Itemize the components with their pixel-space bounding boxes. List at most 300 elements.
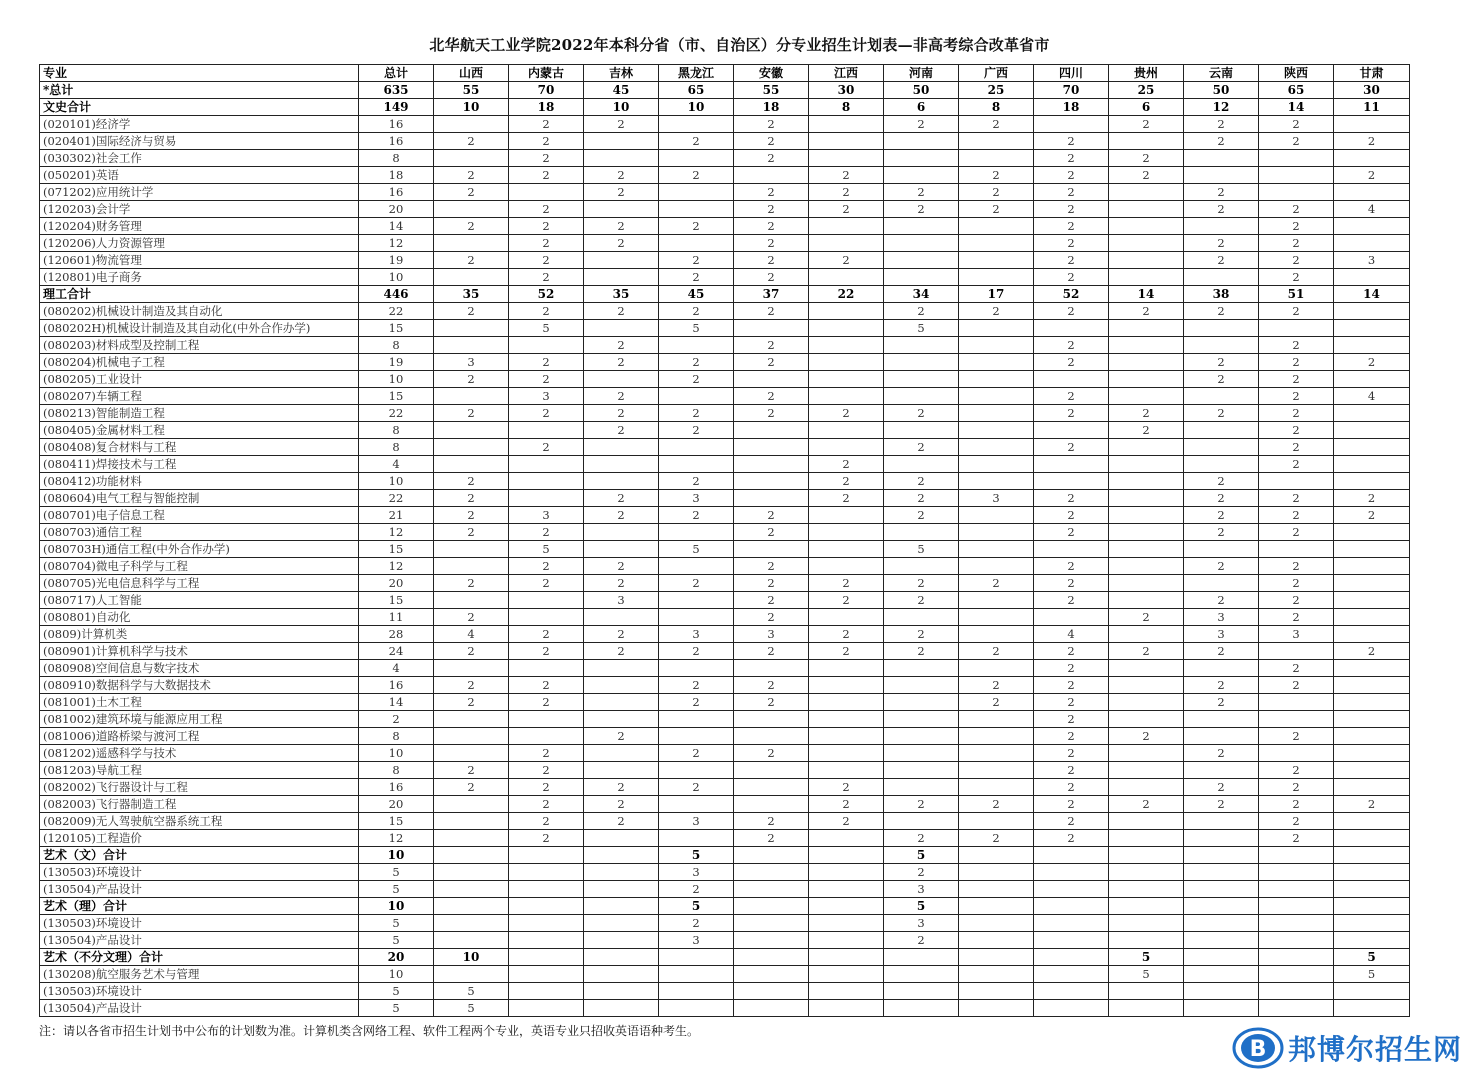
subtotal-row [40, 82, 1410, 99]
value-cell [1184, 1000, 1259, 1017]
value-cell [1334, 405, 1410, 422]
table-row [40, 1000, 1410, 1017]
value-cell: 10 [359, 269, 434, 286]
value-cell [1334, 745, 1410, 762]
value-cell [584, 966, 659, 983]
value-cell [1034, 898, 1109, 915]
value-cell [884, 983, 959, 1000]
value-cell: 2 [584, 235, 659, 252]
value-cell [509, 847, 584, 864]
table-row [40, 813, 1410, 830]
value-cell [1109, 983, 1184, 1000]
value-cell [959, 779, 1034, 796]
value-cell: 5 [359, 881, 434, 898]
value-cell: 12 [359, 558, 434, 575]
value-cell [734, 541, 809, 558]
value-cell: 3 [509, 507, 584, 524]
table-row [40, 201, 1410, 218]
value-cell: 2 [1184, 694, 1259, 711]
value-cell [509, 949, 584, 966]
row-label-cell: (080203)材料成型及控制工程 [40, 337, 359, 354]
value-cell: 37 [734, 286, 809, 303]
value-cell: 52 [509, 286, 584, 303]
value-cell: 22 [809, 286, 884, 303]
value-cell: 2 [734, 354, 809, 371]
row-label-cell: (080412)功能材料 [40, 473, 359, 490]
value-cell: 2 [1184, 507, 1259, 524]
value-cell: 2 [584, 626, 659, 643]
value-cell: 2 [659, 354, 734, 371]
value-cell: 2 [1259, 252, 1334, 269]
value-cell [1259, 898, 1334, 915]
value-cell: 吉林 [584, 65, 659, 82]
value-cell [959, 439, 1034, 456]
value-cell: 2 [584, 813, 659, 830]
value-cell [1109, 337, 1184, 354]
value-cell: 70 [1034, 82, 1109, 99]
value-cell: 2 [1034, 184, 1109, 201]
value-cell: 2 [434, 779, 509, 796]
value-cell: 17 [959, 286, 1034, 303]
value-cell: 江西 [809, 65, 884, 82]
value-cell: 2 [734, 201, 809, 218]
value-cell [1109, 898, 1184, 915]
value-cell [1034, 473, 1109, 490]
value-cell: 2 [1259, 830, 1334, 847]
value-cell [434, 660, 509, 677]
table-row [40, 541, 1410, 558]
value-cell [584, 269, 659, 286]
value-cell [1109, 711, 1184, 728]
value-cell: 35 [434, 286, 509, 303]
value-cell [434, 116, 509, 133]
value-cell: 15 [359, 592, 434, 609]
value-cell: 2 [359, 711, 434, 728]
value-cell [734, 779, 809, 796]
value-cell: 25 [1109, 82, 1184, 99]
value-cell: 10 [434, 949, 509, 966]
value-cell [1109, 558, 1184, 575]
value-cell: 3 [884, 915, 959, 932]
value-cell: 2 [1334, 507, 1410, 524]
value-cell [584, 745, 659, 762]
row-label-cell: (080213)智能制造工程 [40, 405, 359, 422]
value-cell: 12 [1184, 99, 1259, 116]
value-cell [1034, 983, 1109, 1000]
value-cell [734, 932, 809, 949]
value-cell [809, 218, 884, 235]
value-cell [584, 201, 659, 218]
value-cell: 2 [1109, 303, 1184, 320]
value-cell: 2 [659, 252, 734, 269]
value-cell: 2 [1259, 779, 1334, 796]
value-cell: 15 [359, 813, 434, 830]
value-cell [1184, 932, 1259, 949]
value-cell [1259, 949, 1334, 966]
value-cell: 2 [1034, 643, 1109, 660]
value-cell: 2 [434, 184, 509, 201]
value-cell: 2 [1184, 524, 1259, 541]
value-cell [1259, 915, 1334, 932]
value-cell: 2 [584, 167, 659, 184]
row-label-cell: (080205)工业设计 [40, 371, 359, 388]
value-cell: 2 [434, 609, 509, 626]
value-cell [884, 218, 959, 235]
value-cell: 四川 [1034, 65, 1109, 82]
row-label-cell: (080901)计算机科学与技术 [40, 643, 359, 660]
value-cell: 2 [584, 405, 659, 422]
value-cell: 8 [359, 762, 434, 779]
row-label-cell: (081006)道路桥梁与渡河工程 [40, 728, 359, 745]
value-cell [584, 881, 659, 898]
value-cell: 5 [359, 983, 434, 1000]
value-cell: 2 [1034, 235, 1109, 252]
value-cell [734, 966, 809, 983]
value-cell [1334, 983, 1410, 1000]
value-cell: 16 [359, 133, 434, 150]
value-cell: 635 [359, 82, 434, 99]
value-cell [659, 456, 734, 473]
row-label-cell: (080703)通信工程 [40, 524, 359, 541]
value-cell [959, 983, 1034, 1000]
row-label-cell: (080908)空间信息与数字技术 [40, 660, 359, 677]
value-cell [434, 439, 509, 456]
value-cell [734, 371, 809, 388]
value-cell: 50 [1184, 82, 1259, 99]
value-cell: 4 [1334, 388, 1410, 405]
value-cell [1184, 898, 1259, 915]
value-cell [659, 201, 734, 218]
value-cell: 2 [434, 405, 509, 422]
value-cell [1334, 830, 1410, 847]
value-cell [734, 1000, 809, 1017]
value-cell: 11 [1334, 99, 1410, 116]
value-cell [1109, 592, 1184, 609]
value-cell: 65 [1259, 82, 1334, 99]
value-cell [434, 898, 509, 915]
value-cell: 2 [734, 150, 809, 167]
row-label-cell: (030302)社会工作 [40, 150, 359, 167]
value-cell [1184, 320, 1259, 337]
value-cell [509, 932, 584, 949]
value-cell [659, 983, 734, 1000]
value-cell: 2 [1259, 354, 1334, 371]
value-cell: 4 [1334, 201, 1410, 218]
value-cell: 2 [509, 371, 584, 388]
value-cell: 2 [734, 643, 809, 660]
value-cell: 2 [1034, 354, 1109, 371]
value-cell [659, 388, 734, 405]
value-cell [959, 422, 1034, 439]
value-cell [809, 133, 884, 150]
value-cell [1334, 660, 1410, 677]
value-cell [434, 915, 509, 932]
value-cell: 2 [659, 422, 734, 439]
row-label-cell: (130503)环境设计 [40, 915, 359, 932]
value-cell: 2 [1109, 422, 1184, 439]
value-cell: 2 [1259, 660, 1334, 677]
value-cell: 2 [1034, 167, 1109, 184]
value-cell [809, 609, 884, 626]
value-cell: 2 [734, 252, 809, 269]
value-cell: 2 [734, 575, 809, 592]
value-cell: 20 [359, 796, 434, 813]
value-cell: 28 [359, 626, 434, 643]
value-cell: 3 [659, 490, 734, 507]
value-cell [959, 864, 1034, 881]
row-label-cell: *总计 [40, 82, 359, 99]
value-cell: 2 [1259, 728, 1334, 745]
value-cell [959, 813, 1034, 830]
value-cell: 2 [509, 796, 584, 813]
value-cell: 2 [1034, 660, 1109, 677]
value-cell [1109, 626, 1184, 643]
value-cell [959, 949, 1034, 966]
value-cell [884, 252, 959, 269]
value-cell: 3 [434, 354, 509, 371]
value-cell [1259, 881, 1334, 898]
value-cell: 2 [1034, 218, 1109, 235]
value-cell: 2 [884, 864, 959, 881]
value-cell: 2 [884, 932, 959, 949]
value-cell [1334, 592, 1410, 609]
value-cell [659, 337, 734, 354]
value-cell [659, 609, 734, 626]
table-row [40, 762, 1410, 779]
value-cell [1184, 218, 1259, 235]
value-cell: 2 [1259, 575, 1334, 592]
value-cell: 2 [884, 490, 959, 507]
value-cell: 2 [734, 269, 809, 286]
value-cell: 2 [659, 915, 734, 932]
value-cell: 2 [884, 796, 959, 813]
value-cell [659, 150, 734, 167]
row-label-cell: (081202)遥感科学与技术 [40, 745, 359, 762]
value-cell: 5 [659, 541, 734, 558]
value-cell: 2 [1034, 337, 1109, 354]
value-cell: 2 [959, 184, 1034, 201]
value-cell: 2 [659, 677, 734, 694]
value-cell [1334, 677, 1410, 694]
value-cell: 2 [884, 592, 959, 609]
value-cell: 2 [509, 354, 584, 371]
value-cell: 3 [584, 592, 659, 609]
value-cell [1109, 524, 1184, 541]
row-label-cell: (080405)金属材料工程 [40, 422, 359, 439]
value-cell: 山西 [434, 65, 509, 82]
table-row [40, 524, 1410, 541]
value-cell [1334, 150, 1410, 167]
value-cell: 10 [359, 847, 434, 864]
value-cell: 2 [659, 133, 734, 150]
row-label-cell: (080717)人工智能 [40, 592, 359, 609]
table-row [40, 133, 1410, 150]
value-cell: 2 [434, 643, 509, 660]
value-cell [659, 558, 734, 575]
row-label-cell: (120204)财务管理 [40, 218, 359, 235]
value-cell [659, 116, 734, 133]
value-cell: 2 [884, 439, 959, 456]
value-cell: 55 [434, 82, 509, 99]
value-cell: 18 [734, 99, 809, 116]
value-cell: 2 [434, 303, 509, 320]
value-cell [959, 609, 1034, 626]
value-cell [1334, 473, 1410, 490]
value-cell [1109, 184, 1184, 201]
value-cell [1109, 1000, 1184, 1017]
value-cell: 5 [359, 864, 434, 881]
value-cell [1109, 830, 1184, 847]
table-row [40, 320, 1410, 337]
value-cell [1184, 830, 1259, 847]
value-cell [1034, 609, 1109, 626]
table-row [40, 609, 1410, 626]
value-cell [1184, 711, 1259, 728]
value-cell: 2 [809, 813, 884, 830]
value-cell [1334, 898, 1410, 915]
value-cell: 10 [584, 99, 659, 116]
value-cell: 2 [1259, 422, 1334, 439]
value-cell [959, 932, 1034, 949]
table-row [40, 779, 1410, 796]
value-cell: 2 [509, 762, 584, 779]
value-cell: 2 [959, 796, 1034, 813]
value-cell [584, 762, 659, 779]
value-cell [1334, 575, 1410, 592]
value-cell: 51 [1259, 286, 1334, 303]
value-cell: 2 [659, 371, 734, 388]
value-cell [884, 728, 959, 745]
value-cell [1334, 881, 1410, 898]
value-cell [884, 677, 959, 694]
value-cell [734, 728, 809, 745]
value-cell [734, 881, 809, 898]
value-cell [1109, 915, 1184, 932]
row-label-cell: (120203)会计学 [40, 201, 359, 218]
value-cell: 2 [434, 490, 509, 507]
value-cell: 2 [1259, 235, 1334, 252]
value-cell [1109, 439, 1184, 456]
value-cell [1034, 456, 1109, 473]
value-cell [1184, 456, 1259, 473]
value-cell: 2 [734, 609, 809, 626]
value-cell [434, 830, 509, 847]
value-cell [959, 252, 1034, 269]
value-cell [809, 541, 884, 558]
value-cell [734, 983, 809, 1000]
value-cell: 2 [884, 116, 959, 133]
value-cell [734, 915, 809, 932]
value-cell [1109, 575, 1184, 592]
value-cell: 6 [1109, 99, 1184, 116]
value-cell [659, 660, 734, 677]
value-cell [809, 422, 884, 439]
value-cell [1184, 728, 1259, 745]
value-cell: 2 [1034, 677, 1109, 694]
value-cell [959, 269, 1034, 286]
value-cell: 2 [1259, 592, 1334, 609]
value-cell: 2 [1109, 728, 1184, 745]
value-cell [884, 524, 959, 541]
value-cell [659, 711, 734, 728]
value-cell [1334, 932, 1410, 949]
value-cell: 3 [1259, 626, 1334, 643]
value-cell [734, 320, 809, 337]
value-cell [1259, 473, 1334, 490]
value-cell: 3 [509, 388, 584, 405]
value-cell: 内蒙古 [509, 65, 584, 82]
value-cell [1334, 456, 1410, 473]
row-label-cell: 艺术（文）合计 [40, 847, 359, 864]
value-cell [884, 456, 959, 473]
value-cell: 2 [959, 677, 1034, 694]
value-cell: 2 [1034, 269, 1109, 286]
value-cell [1109, 235, 1184, 252]
value-cell [1184, 439, 1259, 456]
value-cell [1334, 337, 1410, 354]
value-cell [1109, 252, 1184, 269]
value-cell: 2 [1034, 490, 1109, 507]
value-cell [1334, 762, 1410, 779]
value-cell [809, 983, 884, 1000]
value-cell [809, 235, 884, 252]
value-cell [584, 864, 659, 881]
value-cell: 16 [359, 779, 434, 796]
value-cell [1184, 881, 1259, 898]
value-cell: 2 [434, 575, 509, 592]
table-row [40, 388, 1410, 405]
value-cell [884, 422, 959, 439]
value-cell: 2 [659, 218, 734, 235]
value-cell: 14 [359, 218, 434, 235]
value-cell: 2 [1034, 779, 1109, 796]
page-title: 北华航天工业学院2022年本科分省（市、自治区）分专业招生计划表—非高考综合改革省市 [429, 36, 1050, 54]
value-cell: 10 [359, 966, 434, 983]
value-cell [584, 983, 659, 1000]
value-cell [1034, 881, 1109, 898]
value-cell: 2 [1184, 779, 1259, 796]
value-cell: 2 [509, 575, 584, 592]
value-cell: 2 [1334, 643, 1410, 660]
subtotal-row [40, 286, 1410, 303]
value-cell [659, 524, 734, 541]
value-cell [1259, 643, 1334, 660]
value-cell: 2 [959, 116, 1034, 133]
value-cell [1334, 915, 1410, 932]
value-cell [734, 847, 809, 864]
value-cell [959, 388, 1034, 405]
value-cell [434, 150, 509, 167]
value-cell: 2 [959, 575, 1034, 592]
table-row [40, 932, 1410, 949]
value-cell [584, 133, 659, 150]
value-cell [734, 473, 809, 490]
value-cell [809, 116, 884, 133]
value-cell: 2 [959, 201, 1034, 218]
value-cell: 2 [1259, 133, 1334, 150]
value-cell [509, 983, 584, 1000]
value-cell [1334, 864, 1410, 881]
value-cell [1109, 881, 1184, 898]
value-cell [1184, 167, 1259, 184]
value-cell: 2 [734, 507, 809, 524]
value-cell [1109, 133, 1184, 150]
value-cell: 2 [1109, 167, 1184, 184]
table-row [40, 252, 1410, 269]
value-cell: 11 [359, 609, 434, 626]
table-row [40, 881, 1410, 898]
value-cell [1184, 575, 1259, 592]
